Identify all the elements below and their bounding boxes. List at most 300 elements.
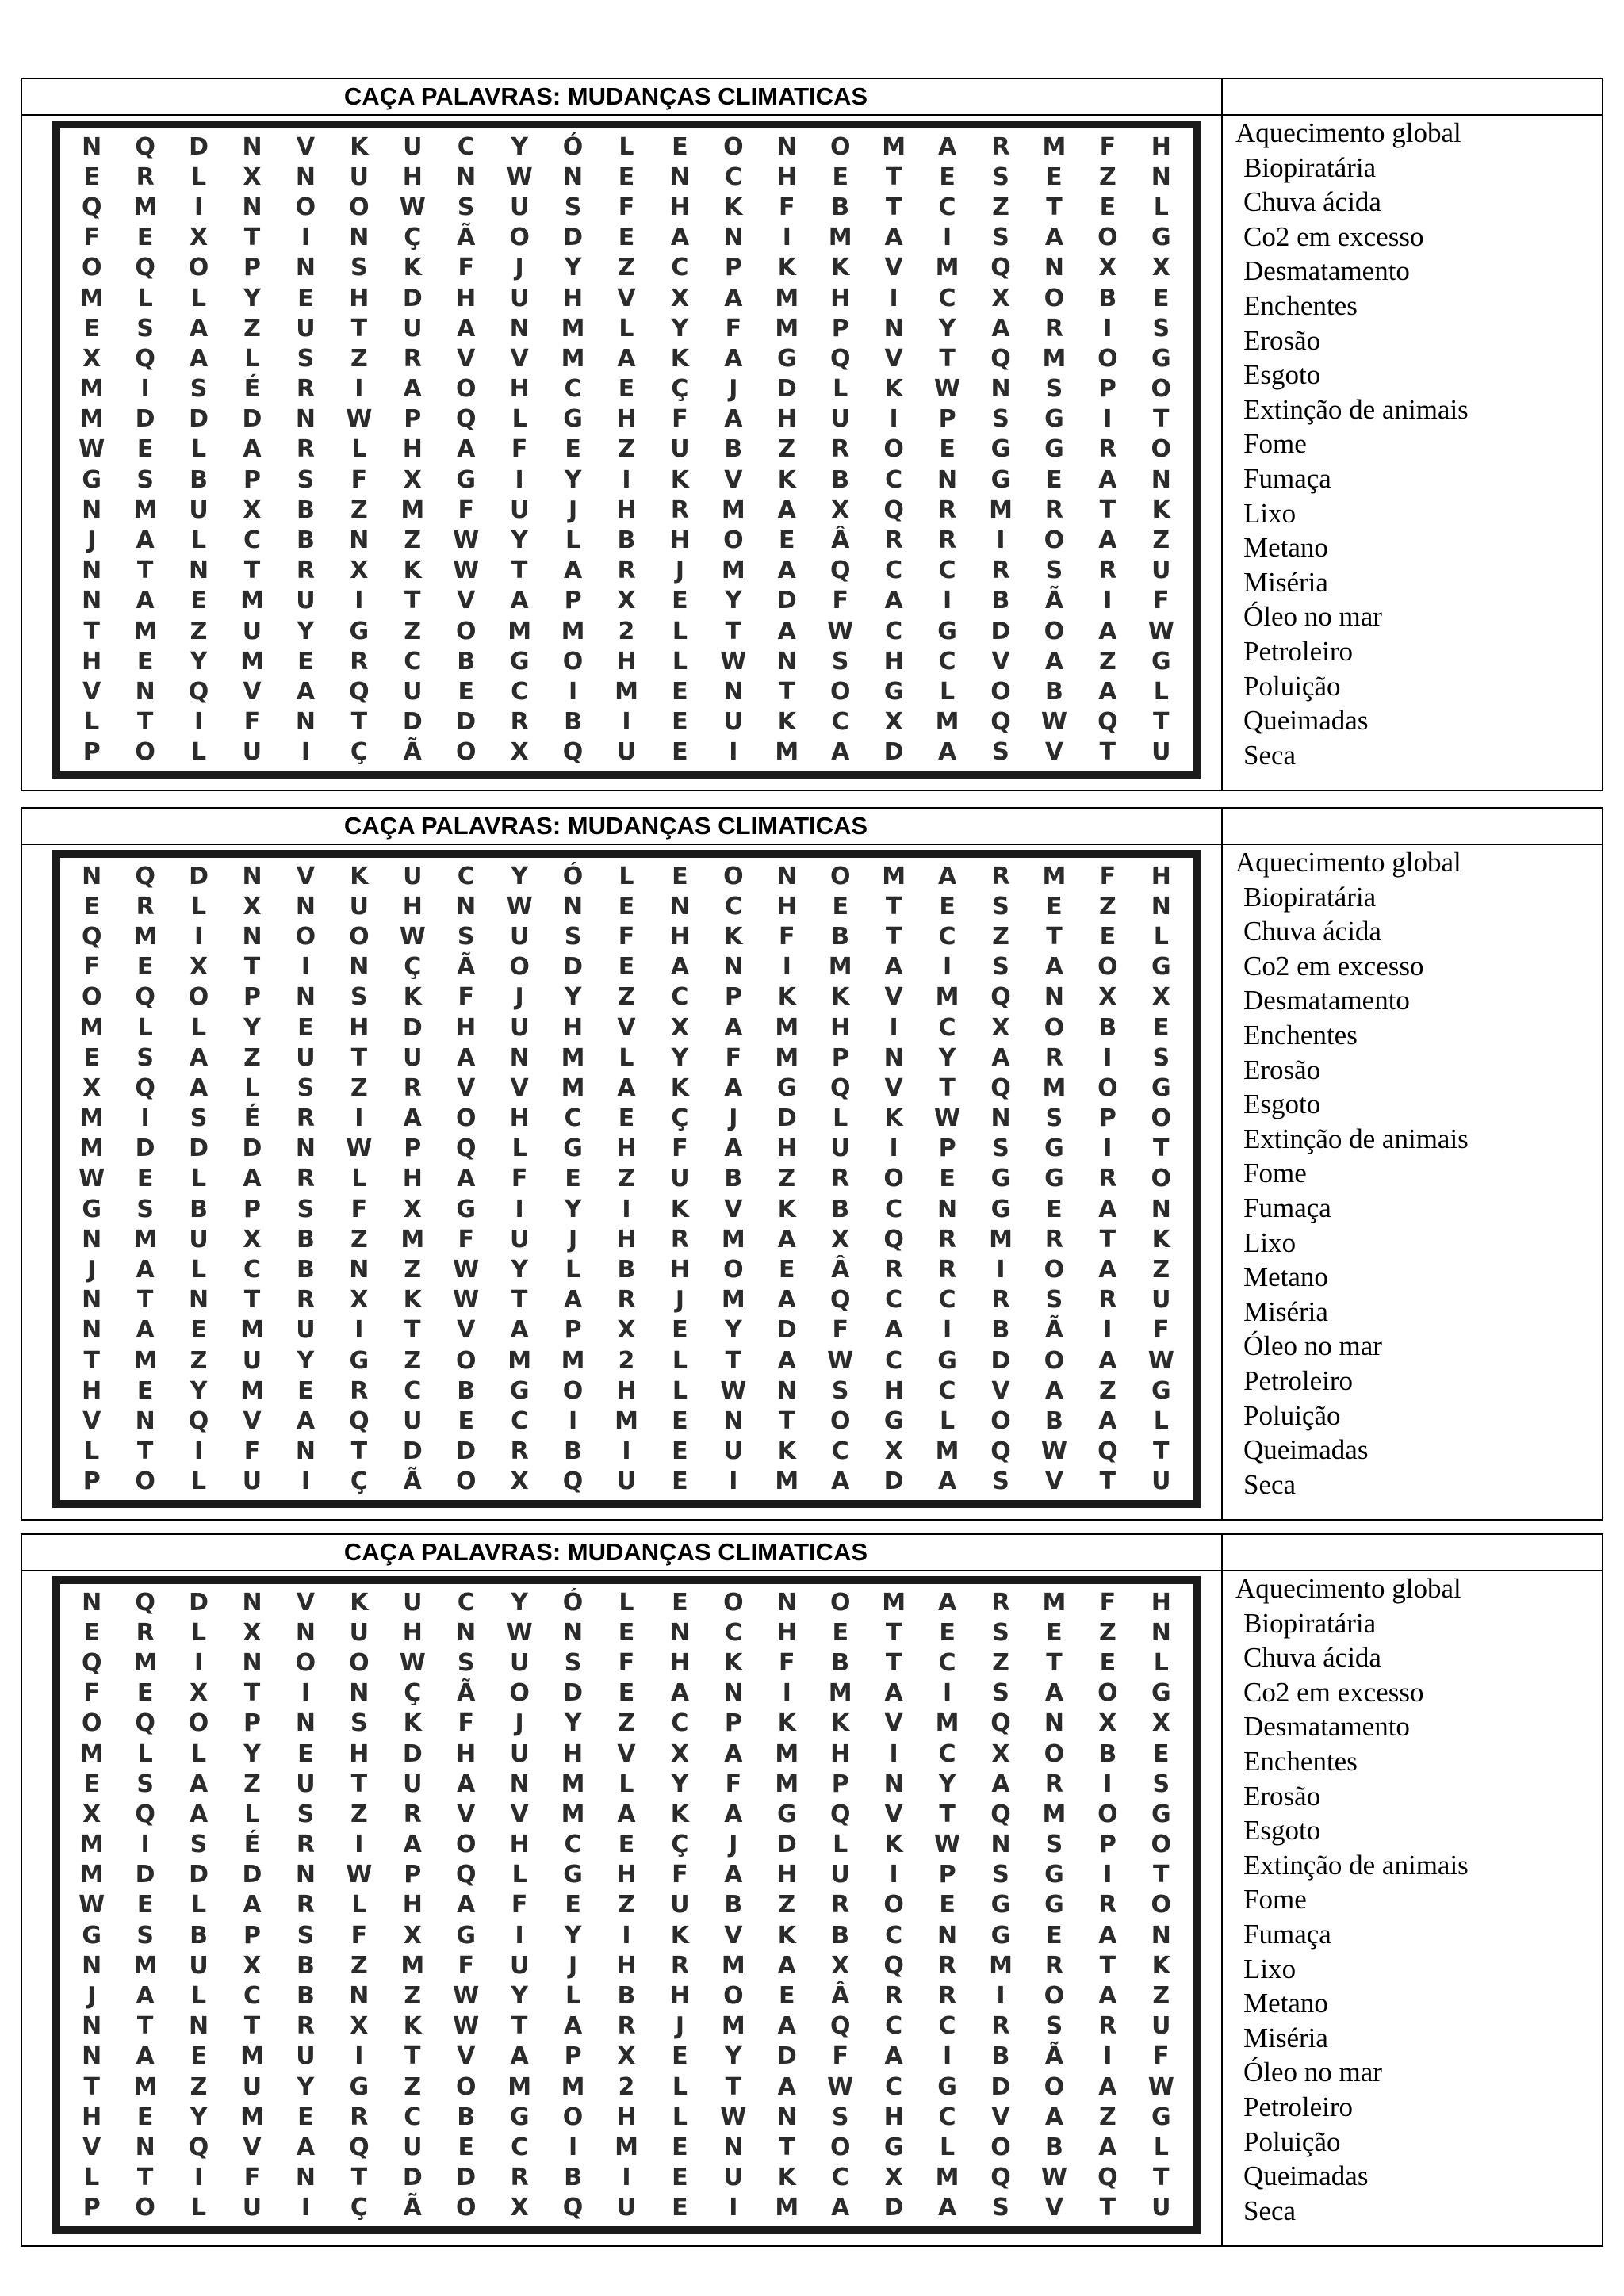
grid-letter: A	[831, 738, 850, 767]
grid-letter: X	[991, 284, 1010, 312]
grid-letter: T	[1046, 922, 1063, 951]
grid-letter: Y	[564, 1195, 582, 1223]
grid-letter: M	[400, 1225, 425, 1253]
grid-letter: S	[992, 2194, 1009, 2222]
grid-letter: S	[457, 1648, 475, 1677]
grid-letter: N	[82, 132, 102, 161]
grid-letter: H	[616, 405, 637, 434]
grid-letter: Ç	[350, 738, 368, 767]
grid-letter: I	[729, 1468, 738, 1496]
grid-letter: J	[729, 375, 738, 404]
grid-letter: R	[938, 1225, 957, 1253]
grid-letter: T	[1099, 1225, 1116, 1253]
grid-letter: L	[191, 1739, 207, 1768]
grid-letter: E	[672, 1437, 688, 1466]
grid-letter: L	[833, 1104, 848, 1133]
grid-letter: E	[832, 163, 848, 191]
grid-letter: N	[509, 1770, 530, 1798]
grid-letter: B	[1044, 2133, 1063, 2162]
grid-letter: Q	[829, 1286, 851, 1314]
grid-letter: Ã	[1044, 587, 1064, 615]
grid-letter: A	[136, 1982, 155, 2011]
grid-letter: Y	[724, 2042, 742, 2071]
grid-letter: M	[561, 1043, 585, 1072]
grid-letter: J	[568, 1225, 578, 1253]
grid-letter: K	[724, 193, 743, 221]
grid-letter: T	[1099, 1951, 1116, 1980]
grid-letter: Q	[135, 344, 155, 373]
grid-letter: Z	[404, 617, 422, 645]
grid-letter: G	[1044, 1135, 1064, 1163]
grid-letter: I	[140, 1104, 150, 1133]
grid-letter: V	[884, 344, 903, 373]
grid-letter: B	[296, 1951, 315, 1980]
word-list-item: Poluição	[1243, 670, 1341, 702]
grid-letter: C	[457, 1588, 475, 1617]
column-divider	[1221, 116, 1223, 790]
grid-letter: A	[991, 314, 1010, 342]
grid-letter: G	[776, 1073, 797, 1102]
grid-letter: L	[940, 678, 956, 706]
grid-letter: T	[885, 193, 902, 221]
grid-letter: O	[455, 1346, 477, 1375]
grid-letter: E	[83, 892, 100, 920]
grid-letter: Z	[350, 1951, 368, 1980]
grid-letter: K	[403, 983, 422, 1012]
grid-letter: F	[725, 1770, 742, 1798]
word-list-item: Esgoto	[1243, 1089, 1321, 1120]
grid-letter: P	[243, 983, 261, 1012]
grid-letter: Z	[1098, 647, 1116, 675]
word-list	[1235, 1571, 1600, 2228]
grid-letter: E	[939, 892, 956, 920]
grid-letter: D	[776, 1316, 797, 1345]
grid-letter: Y	[243, 1013, 261, 1042]
grid-letter: K	[831, 254, 850, 282]
grid-letter: M	[721, 1225, 745, 1253]
grid-letter: Ã	[457, 1679, 476, 1708]
grid-letter: X	[831, 1951, 850, 1980]
grid-letter: S	[297, 1921, 315, 1950]
grid-letter: Z	[404, 526, 422, 555]
grid-letter: C	[938, 1648, 956, 1677]
grid-letter: B	[296, 1256, 315, 1284]
worksheet-title: CAÇA PALAVRAS: MUDANÇAS CLIMATICAS	[22, 1535, 1223, 1571]
grid-letter: X	[991, 1013, 1010, 1042]
grid-letter: R	[831, 1891, 850, 1919]
grid-letter: M	[79, 1104, 104, 1133]
grid-letter: X	[670, 1739, 689, 1768]
grid-letter: U	[509, 193, 530, 221]
grid-letter: I	[301, 2194, 310, 2222]
grid-letter: M	[1042, 344, 1067, 373]
grid-letter: T	[885, 922, 902, 951]
grid-letter: A	[991, 1043, 1010, 1072]
grid-letter: P	[243, 465, 261, 494]
grid-letter: E	[618, 375, 635, 404]
grid-letter: O	[1044, 526, 1065, 555]
grid-letter: B	[991, 1316, 1010, 1345]
grid-letter: F	[511, 435, 528, 464]
grid-letter: Q	[188, 678, 209, 706]
grid-letter: M	[133, 2072, 158, 2101]
grid-letter: X	[350, 557, 369, 585]
grid-letter: X	[831, 496, 850, 524]
grid-letter: K	[777, 465, 796, 494]
grid-letter: Q	[188, 1407, 209, 1436]
grid-letter: W	[1147, 2072, 1174, 2101]
grid-letter: F	[618, 1648, 635, 1677]
grid-letter: A	[296, 2133, 316, 2162]
grid-letter: 2	[618, 2072, 635, 2101]
grid-letter: M	[721, 1286, 745, 1314]
grid-letter: W	[827, 617, 854, 645]
grid-letter: E	[136, 1165, 154, 1193]
grid-letter: Z	[1098, 2103, 1116, 2131]
grid-letter: N	[669, 892, 690, 920]
grid-letter: A	[670, 1679, 690, 1708]
grid-letter: K	[670, 1921, 690, 1950]
grid-letter: H	[830, 284, 851, 312]
grid-letter: R	[296, 1831, 315, 1859]
grid-letter: S	[1152, 1043, 1170, 1072]
grid-letter: A	[243, 435, 262, 464]
grid-letter: F	[672, 405, 688, 434]
header-empty-cell	[1223, 809, 1602, 845]
grid-letter: V	[296, 1588, 316, 1617]
grid-letter: N	[1151, 1921, 1171, 1950]
grid-letter: F	[618, 922, 635, 951]
grid-letter: N	[189, 2012, 209, 2041]
grid-letter: O	[1044, 1739, 1065, 1768]
grid-letter: Z	[404, 1982, 422, 2011]
word-list	[1235, 116, 1600, 772]
grid-letter: C	[243, 1982, 261, 2011]
grid-letter: A	[884, 587, 903, 615]
grid-letter: V	[457, 1316, 476, 1345]
grid-letter: A	[724, 284, 743, 312]
grid-letter: U	[509, 284, 530, 312]
grid-letter: G	[990, 435, 1011, 464]
grid-letter: E	[83, 314, 100, 342]
grid-letter: Q	[562, 2194, 584, 2222]
grid-letter: R	[350, 1376, 369, 1405]
grid-letter: K	[777, 1437, 796, 1466]
grid-letter: O	[188, 1709, 209, 1738]
grid-letter: L	[619, 314, 634, 342]
grid-letter: B	[831, 1648, 850, 1677]
grid-letter: T	[83, 2072, 100, 2101]
grid-letter: R	[296, 435, 315, 464]
grid-letter: S	[564, 922, 582, 951]
grid-letter: M	[828, 1679, 852, 1708]
grid-letter: O	[509, 224, 530, 252]
grid-letter: V	[457, 2042, 476, 2071]
grid-letter: U	[403, 2133, 423, 2162]
grid-letter: B	[457, 647, 476, 675]
grid-letter: B	[190, 465, 208, 494]
grid-letter: G	[937, 617, 957, 645]
grid-letter: R	[991, 862, 1010, 890]
grid-letter: N	[82, 1588, 102, 1617]
grid-letter: A	[1044, 2103, 1064, 2131]
grid-letter: Y	[511, 1256, 528, 1284]
grid-letter: N	[295, 254, 316, 282]
grid-letter: E	[136, 1679, 154, 1708]
grid-letter: E	[136, 1376, 154, 1405]
grid-letter: V	[243, 1407, 262, 1436]
grid-letter: R	[670, 496, 689, 524]
grid-letter: U	[616, 738, 637, 767]
grid-letter: U	[403, 1588, 423, 1617]
grid-letter: W	[79, 435, 105, 464]
grid-letter: C	[511, 678, 529, 706]
grid-letter: L	[191, 1468, 207, 1496]
grid-letter: L	[244, 1073, 260, 1102]
grid-letter: V	[884, 983, 903, 1012]
grid-letter: J	[675, 557, 684, 585]
grid-letter: T	[404, 587, 421, 615]
grid-letter: Z	[992, 922, 1009, 951]
grid-letter: L	[511, 1861, 527, 1889]
grid-letter: B	[617, 1256, 636, 1284]
grid-letter: S	[992, 738, 1009, 767]
grid-letter: Z	[350, 496, 368, 524]
grid-letter: O	[829, 1407, 851, 1436]
grid-letter: U	[242, 2072, 262, 2101]
grid-letter: O	[723, 1982, 744, 2011]
grid-letter: A	[884, 1679, 903, 1708]
grid-letter: U	[349, 892, 370, 920]
grid-letter: H	[616, 1376, 637, 1405]
grid-letter: M	[882, 132, 906, 161]
grid-letter: K	[670, 1195, 690, 1223]
grid-letter: L	[565, 1982, 581, 2011]
grid-letter: M	[775, 284, 799, 312]
grid-letter: U	[670, 1165, 690, 1193]
grid-letter: P	[938, 1135, 956, 1163]
grid-letter: U	[616, 1468, 637, 1496]
grid-letter: N	[295, 983, 316, 1012]
grid-letter: P	[404, 1861, 422, 1889]
grid-letter: C	[885, 2012, 903, 2041]
word-list-item: Chuva ácida	[1243, 186, 1381, 218]
grid-letter: X	[82, 1800, 102, 1828]
grid-letter: T	[1099, 2194, 1116, 2222]
grid-letter: Q	[990, 254, 1011, 282]
grid-letter: T	[1153, 2164, 1170, 2192]
grid-letter: M	[775, 1013, 799, 1042]
grid-letter: G	[456, 465, 477, 494]
grid-letter: S	[1045, 557, 1063, 585]
grid-letter: C	[938, 647, 956, 675]
grid-letter: C	[404, 2103, 422, 2131]
grid-letter: E	[458, 678, 474, 706]
grid-letter: L	[244, 344, 260, 373]
grid-letter: R	[1044, 1770, 1063, 1798]
grid-letter: X	[510, 738, 529, 767]
grid-letter: C	[885, 1921, 903, 1950]
grid-letter: T	[1153, 1861, 1170, 1889]
grid-letter: G	[456, 1195, 477, 1223]
grid-letter: B	[296, 496, 315, 524]
grid-letter: H	[883, 2103, 904, 2131]
grid-letter: U	[189, 1951, 209, 1980]
grid-letter: H	[776, 1618, 797, 1647]
grid-letter: E	[939, 163, 956, 191]
grid-letter: A	[777, 1286, 796, 1314]
grid-letter: F	[672, 1135, 688, 1163]
grid-letter: W	[934, 375, 961, 404]
grid-letter: E	[618, 1679, 635, 1708]
grid-letter: W	[346, 405, 373, 434]
grid-letter: K	[350, 132, 369, 161]
grid-letter: P	[831, 1043, 849, 1072]
grid-letter: É	[243, 1104, 261, 1133]
grid-letter: S	[190, 1831, 208, 1859]
grid-letter: K	[777, 2164, 796, 2192]
grid-letter: Ç	[404, 1679, 422, 1708]
grid-letter: T	[243, 953, 261, 982]
grid-letter: O	[135, 1468, 155, 1496]
grid-letter: O	[81, 983, 102, 1012]
grid-letter: O	[990, 678, 1011, 706]
grid-letter: S	[297, 465, 315, 494]
grid-letter: J	[87, 1256, 97, 1284]
grid-letter: R	[991, 2012, 1010, 2041]
grid-letter: D	[456, 1437, 477, 1466]
grid-letter: A	[189, 344, 209, 373]
grid-letter: I	[889, 405, 898, 434]
grid-letter: N	[883, 1770, 904, 1798]
grid-letter: M	[240, 587, 264, 615]
grid-letter: B	[724, 1165, 743, 1193]
grid-letter: O	[1044, 1346, 1065, 1375]
grid-letter: F	[350, 465, 368, 494]
grid-letter: N	[776, 1376, 797, 1405]
grid-letter: H	[776, 1861, 797, 1889]
grid-letter: B	[831, 1195, 850, 1223]
grid-letter: R	[617, 2012, 636, 2041]
grid-letter: U	[403, 314, 423, 342]
grid-letter: B	[296, 526, 315, 555]
grid-letter: H	[669, 1982, 690, 2011]
grid-letter: S	[136, 1770, 154, 1798]
grid-letter: X	[403, 1195, 422, 1223]
grid-letter: O	[1097, 224, 1118, 252]
grid-letter: E	[1046, 1921, 1063, 1950]
grid-letter: M	[79, 284, 104, 312]
grid-letter: V	[296, 862, 316, 890]
word-list-item: Extinção de animais	[1243, 1123, 1469, 1154]
grid-letter: S	[1152, 1770, 1170, 1798]
grid-letter: A	[937, 1588, 957, 1617]
grid-letter: B	[617, 1982, 636, 2011]
grid-letter: R	[296, 375, 315, 404]
grid-letter: N	[82, 2012, 102, 2041]
grid-letter: T	[83, 1346, 100, 1375]
grid-letter: F	[1099, 862, 1116, 890]
grid-letter: P	[1098, 1831, 1116, 1859]
grid-letter: V	[243, 2133, 262, 2162]
grid-letter: N	[189, 557, 209, 585]
grid-letter: E	[1153, 284, 1170, 312]
grid-letter: W	[399, 193, 426, 221]
grid-letter: L	[565, 526, 581, 555]
grid-letter: V	[82, 2133, 102, 2162]
grid-letter: I	[568, 2133, 578, 2162]
grid-letter: D	[563, 224, 584, 252]
grid-letter: Y	[190, 1376, 208, 1405]
grid-letter: N	[1044, 1709, 1064, 1738]
grid-letter: H	[830, 1739, 851, 1768]
grid-letter: N	[723, 1679, 744, 1708]
grid-letter: Z	[243, 1770, 261, 1798]
grid-letter: N	[937, 465, 958, 494]
grid-letter: N	[349, 1982, 370, 2011]
grid-letter: W	[1040, 708, 1067, 737]
grid-letter: M	[935, 708, 959, 737]
grid-letter: L	[672, 2072, 688, 2101]
grid-letter: B	[1098, 284, 1117, 312]
grid-letter: N	[295, 1437, 316, 1466]
grid-letter: X	[350, 2012, 369, 2041]
grid-letter: O	[509, 1679, 530, 1708]
grid-letter: U	[403, 862, 423, 890]
grid-letter: V	[457, 587, 476, 615]
grid-letter: O	[883, 1165, 904, 1193]
word-list-item: Co2 em excesso	[1243, 1676, 1424, 1708]
grid-letter: D	[563, 1679, 584, 1708]
grid-letter: I	[301, 738, 310, 767]
grid-letter: G	[990, 1891, 1011, 1919]
grid-letter: Y	[297, 2072, 315, 2101]
grid-letter: T	[243, 557, 261, 585]
grid-letter: Z	[404, 1346, 422, 1375]
grid-letter: E	[672, 738, 688, 767]
grid-letter: E	[832, 1618, 848, 1647]
grid-letter: I	[515, 1195, 524, 1223]
grid-letter: A	[510, 1316, 529, 1345]
grid-letter: F	[1099, 1588, 1116, 1617]
grid-letter: I	[889, 1739, 898, 1768]
grid-letter: Q	[990, 983, 1011, 1012]
grid-letter: R	[670, 1951, 689, 1980]
grid-letter: Y	[190, 2103, 208, 2131]
grid-letter: A	[457, 314, 476, 342]
grid-letter: V	[510, 1800, 529, 1828]
grid-letter: S	[297, 1195, 315, 1223]
grid-letter: D	[189, 1135, 209, 1163]
grid-letter: P	[724, 983, 742, 1012]
grid-letter: Y	[511, 862, 528, 890]
grid-letter: P	[564, 587, 582, 615]
grid-letter: N	[563, 163, 584, 191]
grid-letter: R	[296, 1891, 315, 1919]
grid-letter: W	[720, 647, 747, 675]
grid-letter: H	[776, 892, 797, 920]
grid-letter: U	[296, 587, 316, 615]
grid-letter: C	[724, 892, 742, 920]
grid-letter: K	[670, 1073, 690, 1102]
grid-letter: N	[242, 1588, 262, 1617]
grid-letter: Q	[990, 2164, 1011, 2192]
grid-letter: Z	[1152, 1256, 1170, 1284]
grid-letter: F	[511, 1165, 528, 1193]
grid-letter: L	[191, 1256, 207, 1284]
grid-letter: G	[1151, 647, 1171, 675]
grid-letter: C	[511, 2133, 529, 2162]
